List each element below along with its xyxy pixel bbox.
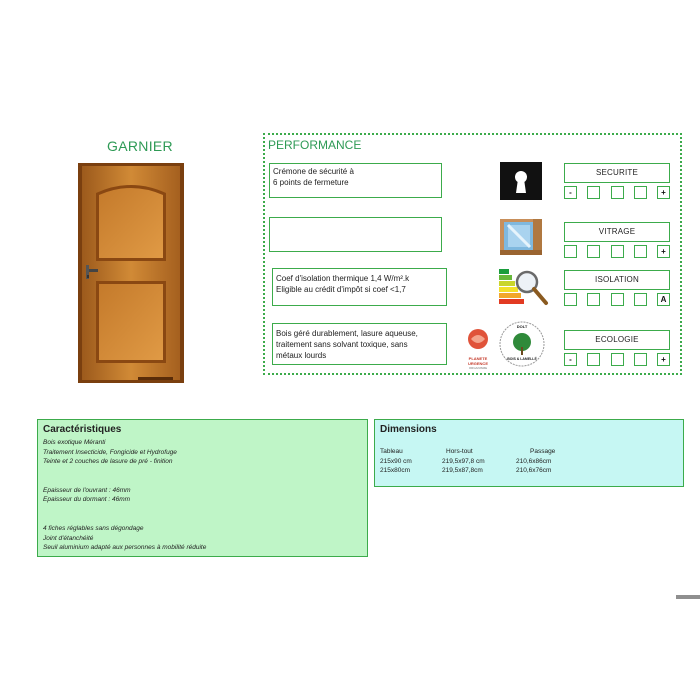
window-icon [500, 219, 542, 255]
isolation-description: Coef d'isolation thermique 1,4 W/m².k Eligible au crédit d'impôt si coef <1,7 [272, 268, 447, 306]
carac-line: Traitement Insecticide, Fongicide et Hydrofuge [43, 448, 177, 456]
rating-label: VITRAGE [564, 222, 670, 242]
performance-title: PERFORMANCE [268, 138, 362, 152]
caracteristiques-title: Caractéristiques [43, 424, 122, 435]
rating-plus-button[interactable]: + [657, 245, 670, 258]
dim-cell: 219,5x97,8 cm [442, 457, 485, 465]
dim-cell: 210,6x76cm [516, 467, 552, 474]
product-title: GARNIER [107, 138, 173, 154]
vitrage-description [269, 217, 442, 252]
dim-header: Tableau [380, 448, 403, 455]
dim-cell: 219,5x87,8cm [442, 467, 483, 474]
rating-label: ECOLOGIE [564, 330, 670, 350]
door-image [78, 163, 184, 383]
rating-ecologie [564, 330, 670, 366]
securite-description: Crémone de sécurité à 6 points de fermeture [269, 163, 442, 198]
rating-label: SECURITE [564, 163, 670, 183]
rating-box [634, 186, 647, 199]
rating-securite [564, 163, 670, 199]
rating-grade-box: A [657, 293, 670, 306]
tree-logo-top-text: DOLT [516, 324, 528, 329]
rating-plus-button[interactable]: + [657, 353, 670, 366]
rating-vitrage [564, 222, 670, 258]
carac-line: Seuil aluminium adapté aux personnes à mobilité réduite [43, 544, 207, 552]
dimensions-title: Dimensions [380, 424, 437, 435]
rating-box [587, 186, 600, 199]
dim-header: Passage [530, 448, 556, 455]
rating-box [611, 293, 624, 306]
energy-rating-icon [499, 266, 549, 308]
rating-box [634, 353, 647, 366]
carac-line: Teinte et 2 couches de lasure de pré - finition [43, 458, 173, 466]
planete-urgence-emblem [459, 327, 497, 351]
rating-box [587, 245, 600, 258]
dim-header: Hors-tout [446, 448, 473, 455]
tree-logo-bottom-text: BOIS & LAMELLÉ [507, 357, 537, 361]
rating-plus-button[interactable]: + [657, 186, 670, 199]
planete-urgence-logo [459, 327, 497, 370]
planete-urgence-subtext: ORGANISME [468, 366, 488, 370]
dimensions-header-row [380, 447, 678, 457]
rating-box [634, 245, 647, 258]
carac-line: 4 fiches réglables sans dégondage [43, 524, 144, 532]
scrollbar-marker[interactable] [676, 595, 700, 599]
rating-box [564, 245, 577, 258]
tree-logo [499, 321, 545, 367]
caracteristiques-panel [37, 419, 368, 557]
dim-cell: 215x80cm [380, 467, 410, 474]
carac-line: Epaisseur du dormant : 46mm [43, 496, 131, 504]
dimensions-row [380, 457, 678, 467]
dimensions-row [380, 466, 678, 476]
rating-box [564, 293, 577, 306]
carac-line: Bois exotique Méranti [43, 439, 106, 446]
keyhole-icon [500, 162, 542, 200]
rating-box [587, 293, 600, 306]
carac-line: Epaisseur de l'ouvrant : 46mm [43, 486, 131, 494]
carac-line: Joint d'étanchéité [43, 534, 94, 542]
rating-box [611, 353, 624, 366]
ecologie-description: Bois géré durablement, lasure aqueuse, traitement sans solvant toxique, sans métaux lourds [272, 323, 447, 365]
dim-cell: 210,6x86cm [516, 457, 552, 465]
rating-minus-button[interactable]: - [564, 186, 577, 199]
rating-box [611, 186, 624, 199]
rating-box [611, 245, 624, 258]
rating-isolation [564, 270, 670, 306]
rating-label: ISOLATION [564, 270, 670, 290]
planete-urgence-text: PLANETE URGENCE [467, 356, 488, 366]
dim-cell: 215x90 cm [380, 457, 412, 465]
rating-box [587, 353, 600, 366]
rating-minus-button[interactable]: - [564, 353, 577, 366]
dimensions-panel [374, 419, 684, 487]
rating-box [634, 293, 647, 306]
